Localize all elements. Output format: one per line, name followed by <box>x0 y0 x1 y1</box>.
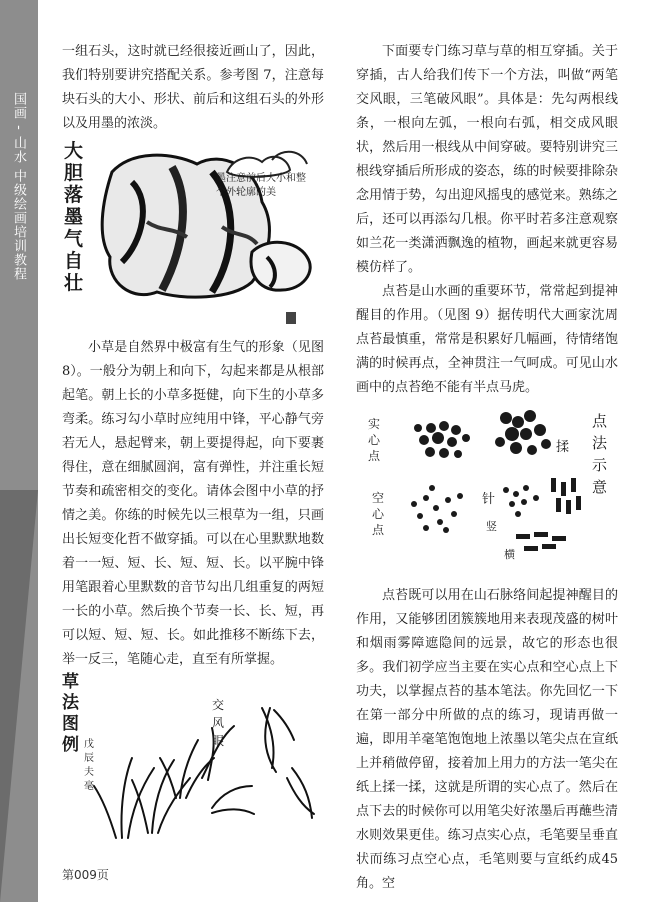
figure-9-dots <box>356 398 618 566</box>
figure-8-signature: 戊辰夫毫 <box>84 739 94 792</box>
paragraph: 小草是自然界中极富有生气的形象（见图 8）。一般分为朝上和向下，勾起来都是从根部起笔。朝上长的小草多挺健，向下生的小草多弯柔。练习勾小草时应纯用中锋，平心静气旁若无人，悬起臂来，朝上要提得起，向下要裹得住，意在细腻圆润，富有弹性，并注重长短节奏和疏密相交的变化。请体会图中小草的抒情之美。你练的时候先以三根草为一组，只画出长短变化哲不做穿插。可以在心里默默地数着一一短、短、长、短、短、长。以平腕中锋用笔跟着心里默数的音节勾出几组重复的两短一长的小草。然后换个节奏一长、长、短，再可以短、短、短、长。如此推移不断练下去，举一反三，笔随心走，直至有所掌握。 <box>62 340 324 667</box>
figure-7-title: 大胆落墨气自壮 <box>64 140 84 294</box>
page-number: 第009页 <box>62 868 109 882</box>
figure-7-note: 墨注意前后大小和整个外轮廓的美 <box>216 173 306 198</box>
figure-9-jian-label: 竖 <box>486 520 497 533</box>
figure-9-right-label: 点法示意 <box>592 412 608 496</box>
paragraph: 一组石头，这时就已经很接近画山了，因此，我们特别要讲究搭配关系。参考图 7，注意每块石头的大小、形状、前后和这组石头的外形以及用墨的浓淡。 <box>62 44 324 131</box>
figure-8-grass <box>62 668 324 848</box>
paragraph: 下面要专门练习草与草的相互穿插。关于穿插，古人给我们传下一个方法，叫做“两笔交风眼，三笔破风眼”。具体是：先勾两根线条，一根向左弧，一根向右弧，相交成风眼状，然后用一根线从中间穿破。要特别讲究三根线穿插后所形成的姿态，练的时候要排除杂念用情于势，勾出迎风摇曳的感觉来。熟练之后，还可以再添勾几根。你平时若多注意观察如兰花一类潇洒飘逸的植物，画起来就更容易模仿样了。 <box>356 44 618 275</box>
figure-9-heng-label: 横 <box>504 548 515 561</box>
left-column-main <box>62 336 324 672</box>
figure-8-title: 草法图例 <box>62 672 79 755</box>
left-column-top <box>62 40 324 136</box>
figure-9-solid-label: 实心点 <box>368 417 381 463</box>
sidebar-decoration <box>0 490 38 902</box>
figure-8-note: 交风眼 <box>212 698 225 748</box>
figure-7-rocks <box>62 132 324 328</box>
right-column-bottom <box>356 584 618 896</box>
sidebar <box>0 0 38 902</box>
paragraph: 点苔是山水画的重要环节，常常起到提神醒目的作用。（见图 9）据传明代大画家沈周点苔最慎重，常常是积累好几幅画，待情绪饱满的时候再点，全神贯注一气呵成。可见山水画中的点苔绝不能有半点马虎。 <box>356 284 618 395</box>
figure-9-rou-label: 揉 <box>556 440 570 455</box>
figure-9-zhen-label: 针 <box>482 492 496 507</box>
sidebar-title: 国画 - 山水 中级绘画培训教程 <box>11 92 26 282</box>
paragraph: 点苔既可以用在山石脉络间起提神醒目的作用，又能够团团簇簇地用来表现茂盛的树叶和烟雨雾障遮隐间的远景，故它的形态也很多。我们初学应当主要在实心点和空心点上下功夫，以掌握点苔的基本笔法。你先回忆一下在第一部分中所做的点的练习，现请再做一遍，即用羊毫笔饱饱地上浓墨以笔尖点在宣纸上并稍做停留，接着加上用力的方法一笔尖在纸上揉一揉，这就是所谓的实心点了。然后在点下去的时候你可以用笔尖好浓墨后再蘸些清水则效果更佳。练习点实心点，毛笔要呈垂直状而练习点空心点，毛笔则要与宣纸约成45角。空 <box>356 588 618 891</box>
right-column-top <box>356 40 618 400</box>
figure-9-hollow-label: 空心点 <box>372 491 385 537</box>
